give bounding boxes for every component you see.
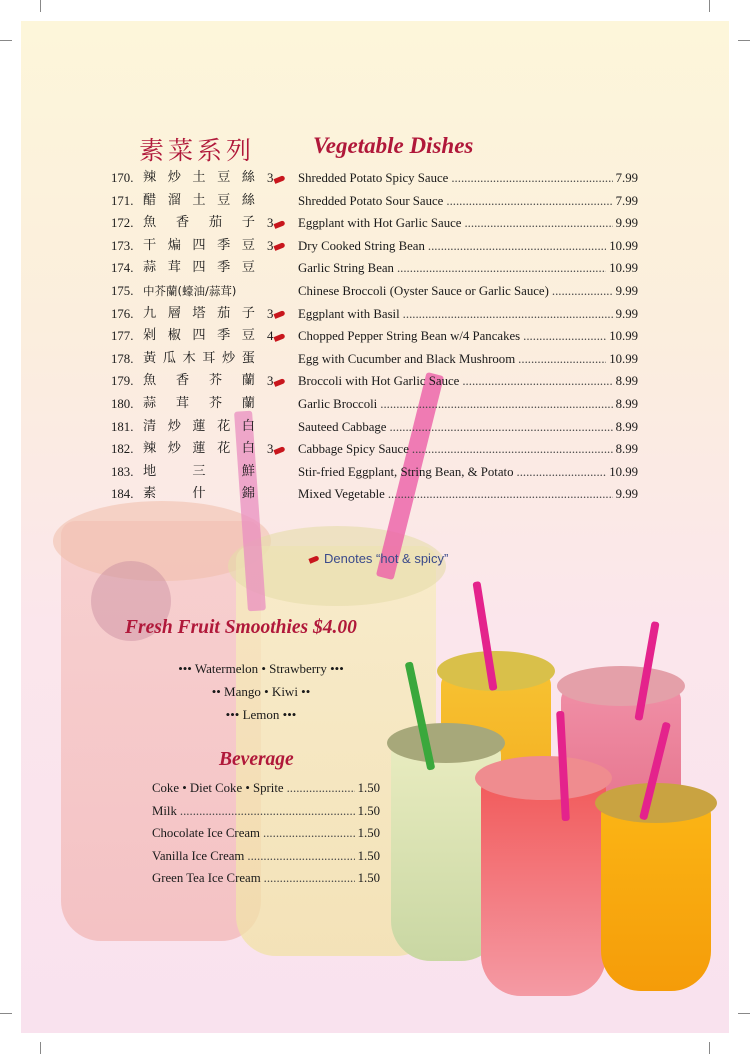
- item-number: 177.: [111, 329, 134, 344]
- item-price: 10.99: [609, 464, 638, 479]
- leader-dots: [287, 777, 355, 800]
- item-number: 182.: [111, 442, 134, 457]
- menu-row: [21, 348, 729, 371]
- leader-dots: [403, 303, 613, 326]
- item-english: [298, 167, 638, 190]
- item-chinese-name: 辣炒蓮花白: [143, 441, 255, 457]
- item-english: [298, 393, 638, 416]
- item-chinese-name: 辣炒土豆絲: [143, 170, 255, 185]
- item-english: [298, 370, 638, 393]
- item-number: 174.: [111, 261, 134, 276]
- crop-mark: [0, 40, 12, 41]
- item-number: 175.: [111, 283, 134, 298]
- item-english-name: Broccoli with Hot Garlic Sauce: [298, 374, 460, 389]
- leader-dots: [517, 461, 607, 484]
- spice-count: 3: [267, 374, 274, 389]
- item-price: 9.99: [615, 283, 638, 298]
- item-english-name: Shredded Potato Sour Sauce: [298, 193, 444, 208]
- item-price: 9.99: [615, 216, 638, 231]
- beverage-title: Beverage: [219, 749, 294, 770]
- item-english-name: Chopped Pepper String Bean w/4 Pancakes: [298, 329, 521, 344]
- beverage-item: [152, 800, 380, 823]
- menu-row: [21, 167, 729, 190]
- flavor-line: ••• Lemon •••: [225, 707, 297, 722]
- beverage-row: [152, 800, 380, 823]
- item-english: [298, 461, 638, 484]
- beverage-list: [152, 777, 380, 890]
- crop-mark: [709, 0, 710, 12]
- beverage-item: [152, 777, 380, 800]
- english-section-title: Vegetable Dishes: [313, 133, 474, 158]
- item-chinese-name: 黃瓜木耳炒蛋: [143, 350, 255, 366]
- spice-count: 3: [267, 306, 274, 321]
- menu-row: [21, 257, 729, 280]
- crop-mark: [738, 40, 750, 41]
- menu-row: [21, 461, 729, 484]
- leader-dots: [388, 483, 613, 506]
- item-chinese-name: 剁椒四季豆: [143, 328, 255, 344]
- item-price: 10.99: [609, 329, 638, 344]
- beverage-price: 1.50: [357, 848, 380, 863]
- leader-dots: [446, 190, 612, 213]
- leader-dots: [180, 800, 355, 823]
- spice-level: [267, 303, 293, 326]
- item-english-name: Eggplant with Hot Garlic Sauce: [298, 216, 462, 231]
- leader-dots: [428, 235, 606, 258]
- beverage-item: [152, 867, 380, 890]
- leader-dots: [380, 393, 612, 416]
- item-english: [298, 280, 638, 303]
- beverage-name: Milk: [152, 803, 177, 818]
- smoothie-flavors: [121, 657, 401, 726]
- item-number: 179.: [111, 374, 134, 389]
- beverage-name: Coke • Diet Coke • Sprite: [152, 781, 284, 795]
- spice-count: 3: [267, 216, 274, 231]
- beverage-price: 1.50: [357, 871, 380, 886]
- item-chinese-name: 素什錦: [143, 486, 255, 502]
- menu-row: [21, 303, 729, 326]
- item-price: 7.99: [615, 193, 638, 208]
- menu-row: [21, 393, 729, 416]
- item-english-name: Sauteed Cabbage: [298, 419, 387, 434]
- leader-dots: [412, 438, 613, 461]
- spice-level: [267, 325, 293, 348]
- beverage-item: [152, 845, 380, 868]
- flavor-line: ••• Watermelon • Strawberry •••: [178, 661, 344, 676]
- item-english-name: Dry Cooked String Bean: [298, 238, 425, 253]
- item-chinese-name: 魚香茄子: [143, 215, 255, 231]
- spice-level: [267, 370, 293, 393]
- spice-level: [267, 167, 293, 190]
- beverage-price: 1.50: [357, 826, 380, 841]
- item-english: [298, 416, 638, 439]
- item-number: 183.: [111, 464, 134, 479]
- item-english: [298, 303, 638, 326]
- spice-count: 4: [267, 329, 274, 344]
- beverage-row: [152, 867, 380, 890]
- beverage-row: [152, 822, 380, 845]
- menu-row: [21, 212, 729, 235]
- item-english-name: Garlic Broccoli: [298, 396, 378, 411]
- item-chinese-name: 清炒蓮花白: [143, 418, 255, 434]
- item-chinese-name: 蒜茸四季豆: [143, 260, 255, 276]
- item-price: 8.99: [615, 442, 638, 457]
- item-number: 181.: [111, 419, 134, 434]
- item-chinese-name: 魚香芥蘭: [143, 373, 255, 389]
- menu-row: [21, 370, 729, 393]
- menu-row: [21, 438, 729, 461]
- item-english: [298, 212, 638, 235]
- menu-row: [21, 280, 729, 303]
- leader-dots: [518, 348, 606, 371]
- spice-level: [267, 438, 293, 461]
- crop-mark: [40, 1042, 41, 1054]
- item-english-name: Stir-fried Eggplant, String Bean, & Potato: [298, 464, 514, 479]
- item-price: 10.99: [609, 238, 638, 253]
- item-number: 172.: [111, 216, 134, 231]
- leader-dots: [462, 370, 612, 393]
- chili-icon: [274, 242, 286, 251]
- beverage-name: Chocolate Ice Cream: [152, 826, 261, 841]
- leader-dots: [247, 845, 354, 868]
- item-number: 176.: [111, 306, 134, 321]
- beverage-price: 1.50: [357, 781, 380, 795]
- item-price: 8.99: [615, 374, 638, 389]
- item-english-name: Cabbage Spicy Sauce: [298, 442, 409, 457]
- item-english: [298, 235, 638, 258]
- item-chinese-name: 醋溜土豆絲: [143, 192, 255, 208]
- chili-icon: [274, 220, 286, 229]
- spice-count: 3: [267, 238, 274, 253]
- crop-mark: [738, 1013, 750, 1014]
- item-chinese-name: 地三鮮: [143, 463, 255, 479]
- item-english: [298, 325, 638, 348]
- item-english: [298, 190, 638, 213]
- leader-dots: [263, 822, 355, 845]
- item-english: [298, 438, 638, 461]
- beverage-price: 1.50: [357, 803, 380, 818]
- chili-icon: [274, 333, 286, 342]
- leader-dots: [397, 257, 606, 280]
- menu-row: [21, 416, 729, 439]
- item-price: 7.99: [615, 171, 638, 185]
- crop-mark: [709, 1042, 710, 1054]
- item-chinese-name: 九層塔茄子: [143, 305, 255, 321]
- vegetable-menu-list: [21, 167, 729, 506]
- item-english: [298, 257, 638, 280]
- item-chinese-name: 中芥蘭(蠔油/蒜茸): [143, 283, 237, 298]
- item-price: 10.99: [609, 261, 638, 276]
- chinese-section-title: 素菜系列: [139, 136, 256, 165]
- chili-icon: [274, 175, 286, 184]
- item-english-name: Garlic String Bean: [298, 261, 394, 276]
- legend-text: Denotes “hot & spicy”: [324, 551, 449, 566]
- item-price: 8.99: [615, 419, 638, 434]
- leader-dots: [552, 280, 613, 303]
- beverage-row: [152, 777, 380, 800]
- leader-dots: [264, 867, 355, 890]
- spice-level: [267, 235, 293, 258]
- item-english-name: Shredded Potato Spicy Sauce: [298, 171, 449, 185]
- item-chinese-name: 干煸四季豆: [143, 237, 255, 253]
- beverage-row: [152, 845, 380, 868]
- item-number: 178.: [111, 351, 134, 366]
- item-number: 184.: [111, 487, 134, 502]
- menu-row: [21, 483, 729, 506]
- chili-icon: [274, 310, 286, 319]
- flavor-line: •• Mango • Kiwi ••: [211, 684, 311, 699]
- crop-mark: [40, 0, 41, 12]
- smoothies-title: Fresh Fruit Smoothies $4.00: [125, 617, 357, 638]
- item-english-name: Egg with Cucumber and Black Mushroom: [298, 351, 516, 366]
- spice-count: 3: [267, 171, 274, 185]
- item-english-name: Eggplant with Basil: [298, 306, 400, 321]
- spicy-legend: [309, 551, 448, 566]
- item-price: 8.99: [615, 396, 638, 411]
- item-price: 9.99: [615, 487, 638, 502]
- item-chinese-name: 蒜茸芥蘭: [143, 395, 255, 411]
- item-price: 10.99: [609, 351, 638, 366]
- spice-count: 3: [267, 442, 274, 457]
- leader-dots: [464, 212, 612, 235]
- item-price: 9.99: [615, 306, 638, 321]
- leader-dots: [389, 416, 612, 439]
- item-english-name: Chinese Broccoli (Oyster Sauce or Garlic Sauce): [298, 283, 549, 298]
- chili-icon: [274, 446, 286, 455]
- item-english: [298, 348, 638, 371]
- chili-icon: [274, 378, 286, 387]
- item-english-name: Mixed Vegetable: [298, 487, 385, 502]
- menu-row: [21, 325, 729, 348]
- item-number: 173.: [111, 238, 134, 253]
- menu-page: [21, 21, 729, 1033]
- menu-row: [21, 190, 729, 213]
- spice-level: [267, 212, 293, 235]
- item-number: 170.: [111, 171, 134, 185]
- item-english: [298, 483, 638, 506]
- leader-dots: [523, 325, 606, 348]
- menu-row: [21, 235, 729, 258]
- chili-icon: [308, 555, 319, 563]
- beverage-item: [152, 822, 380, 845]
- item-number: 180.: [111, 396, 134, 411]
- leader-dots: [451, 167, 612, 190]
- crop-mark: [0, 1013, 12, 1014]
- beverage-name: Vanilla Ice Cream: [152, 848, 245, 863]
- item-number: 171.: [111, 193, 134, 208]
- beverage-name: Green Tea Ice Cream: [152, 871, 261, 886]
